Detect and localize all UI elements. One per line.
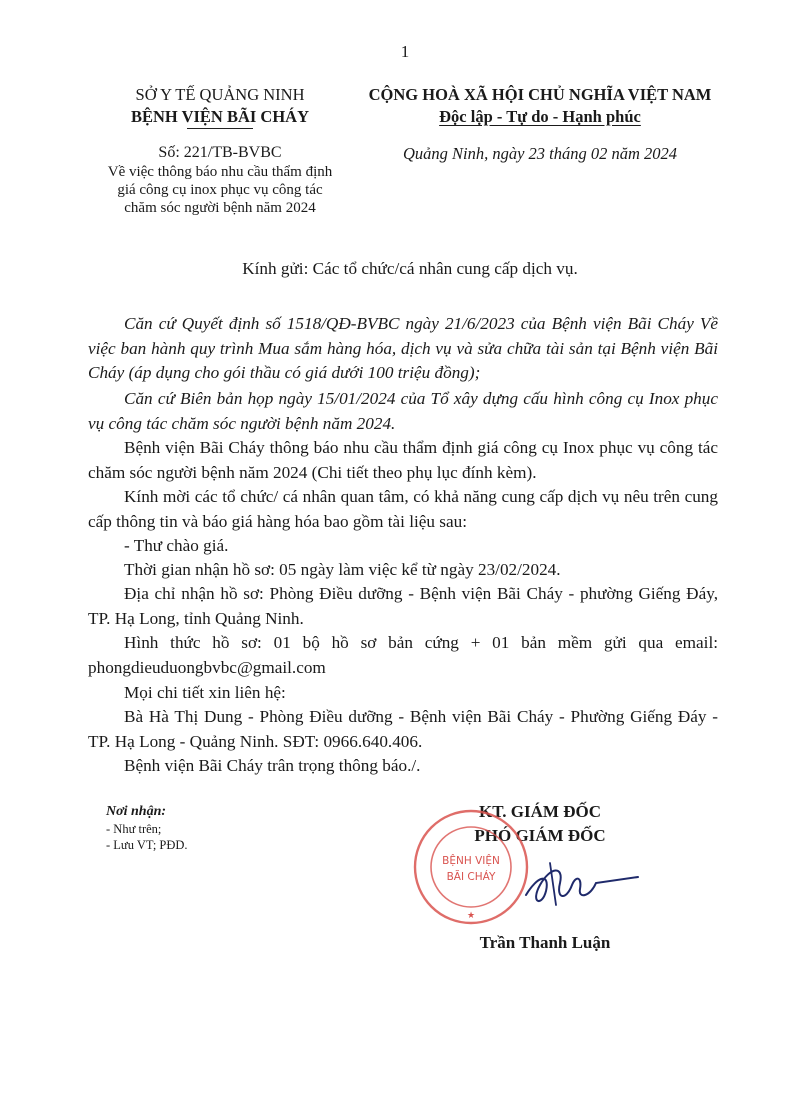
recipients-title: Nơi nhận: — [106, 804, 167, 819]
paragraph-format-email: Hình thức hồ sơ: 01 bộ hồ sơ bản cứng + 01 bản mềm gửi qua email: phongdieuduongbvbc@gmail.com — [88, 633, 718, 677]
paragraph-invitation: Kính mời các tổ chức/ cá nhân quan tâm, có khả năng cung cấp dịch vụ nêu trên cung cấp thông tin và báo giá hàng hóa bao gồm tài liệu sau: — [88, 487, 718, 531]
paragraph-legal-basis-1: Căn cứ Quyết định số 1518/QĐ-BVBC ngày 21/6/2023 của Bệnh viện Bãi Cháy Về việc ban hành quy trình Mua sắm hàng hóa, dịch vụ và sửa chữa tài sản tại Bệnh viện Bãi Cháy (áp dụng cho gói thầu có giá dưới 100 triệu đồng); — [88, 314, 718, 382]
recipient-item-1: - Như trên; — [106, 822, 162, 836]
department-name: SỞ Y TẾ QUẢNG NINH — [135, 85, 305, 104]
paragraph-deadline: Thời gian nhận hồ sơ: 05 ngày làm việc kể từ ngày 23/02/2024. — [124, 560, 561, 579]
stamp-line-2: BÃI CHÁY — [446, 871, 496, 883]
paragraph-contact-person: Bà Hà Thị Dung - Phòng Điều dưỡng - Bệnh viện Bãi Cháy - Phường Giếng Đáy - TP. Hạ Long - Quảng Ninh. SĐT: 0966.640.406. — [88, 707, 718, 751]
national-motto: Độc lập - Tự do - Hạnh phúc — [439, 107, 641, 126]
header-left — [95, 84, 345, 129]
stamp-star-icon: ★ — [466, 910, 476, 920]
handwritten-signature — [520, 855, 640, 915]
subject-line-1: Về việc thông báo nhu cầu thẩm định — [107, 164, 333, 180]
paragraph-closing: Bệnh viện Bãi Cháy trân trọng thông báo./. — [124, 756, 421, 775]
paragraph-address: Địa chỉ nhận hồ sơ: Phòng Điều dưỡng - Bệnh viện Bãi Cháy - phường Giếng Đáy, TP. Hạ Long, tỉnh Quảng Ninh. — [88, 584, 718, 628]
greeting: Kính gửi: Các tổ chức/cá nhân cung cấp dịch vụ. — [242, 259, 578, 278]
country-name: CỘNG HOÀ XÃ HỘI CHỦ NGHĨA VIỆT NAM — [368, 85, 712, 104]
signature-role-1: KT. GIÁM ĐỐC — [479, 802, 601, 821]
paragraph-quote-letter: - Thư chào giá. — [124, 536, 229, 555]
paragraph-legal-basis-2: Căn cứ Biên bản họp ngày 15/01/2024 của Tổ xây dựng cấu hình công cụ Inox phục vụ công tác chăm sóc người bệnh năm 2024. — [88, 389, 718, 433]
document-number-block — [95, 143, 345, 217]
subject-line-3: chăm sóc người bệnh năm 2024 — [124, 200, 316, 216]
stamp-line-1: BỆNH VIỆN — [442, 855, 500, 867]
organization-name: BỆNH VIỆN BÃI CHÁY — [130, 107, 310, 126]
paragraph-announcement: Bệnh viện Bãi Cháy thông báo nhu cầu thẩm định giá công cụ Inox phục vụ công tác chăm sóc người bệnh năm 2024 (Chi tiết theo phụ lục đính kèm). — [88, 438, 718, 482]
place-date: Quảng Ninh, ngày 23 tháng 02 năm 2024 — [402, 144, 678, 163]
hospital-stamp — [412, 808, 530, 926]
page-number: 1 — [400, 42, 410, 61]
header-right — [360, 84, 720, 128]
paragraph-contact-intro: Mọi chi tiết xin liên hệ: — [124, 683, 286, 702]
recipients-block — [106, 803, 306, 853]
header-left-rule — [187, 128, 253, 129]
signer-name: Trần Thanh Luận — [479, 933, 611, 952]
signature-role-2: PHÓ GIÁM ĐỐC — [474, 826, 606, 845]
document-number: Số: 221/TB-BVBC — [158, 144, 282, 161]
subject-line-2: giá công cụ inox phục vụ công tác — [117, 182, 323, 198]
recipient-item-2: - Lưu VT; PĐD. — [106, 838, 188, 852]
